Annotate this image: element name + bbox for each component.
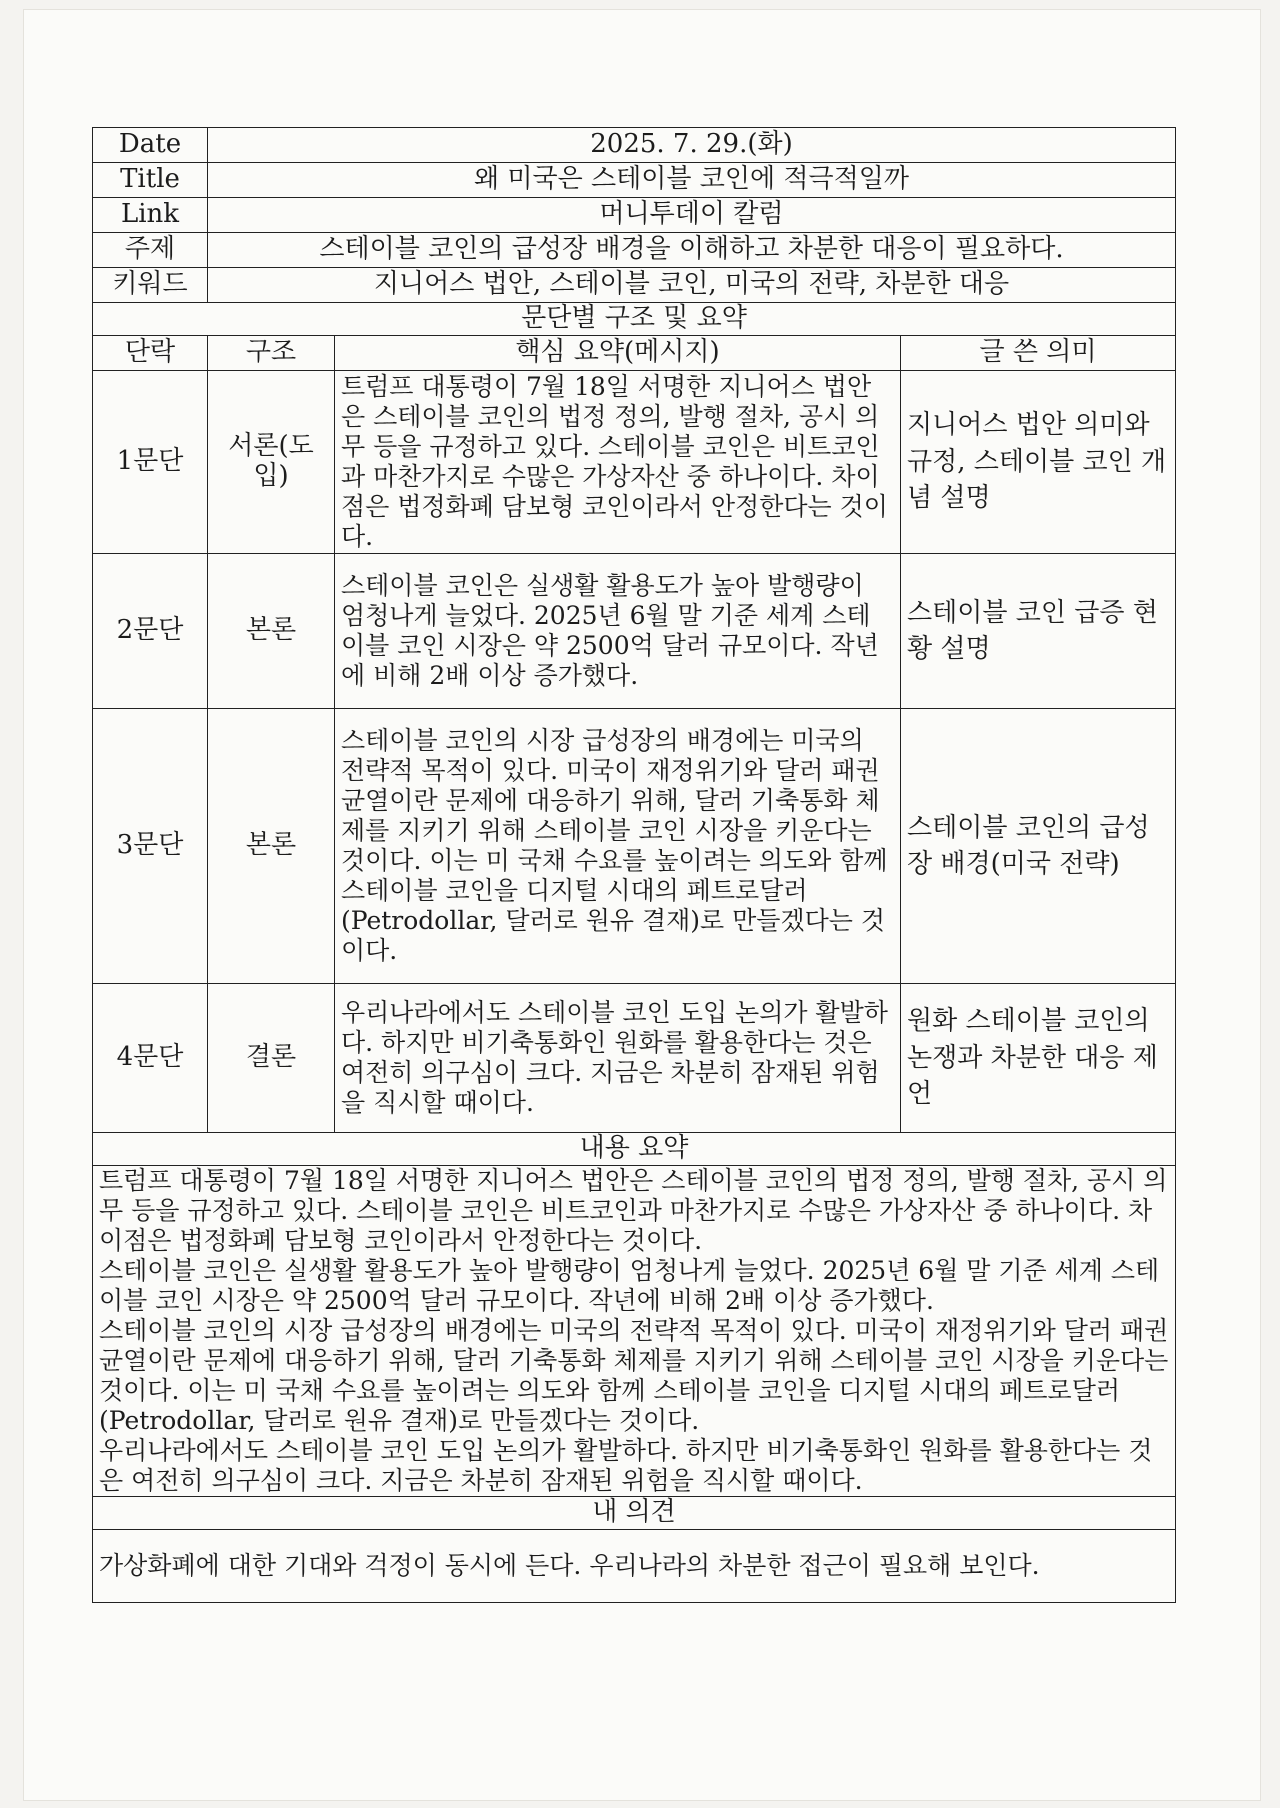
content-summary-paragraph: 우리나라에서도 스테이블 코인 도입 논의가 활발하다. 하지만 비기축통화인 원화를 활용한다는 것은 여전히 의구심이 크다. 지금은 차분히 잠재된 위험을 직시할 때이다. [99,1436,1153,1495]
paragraph-structure: 본론 [208,554,335,709]
opinion-title: 내 의견 [93,1497,1176,1530]
paragraph-row-4 [93,984,1176,1133]
date-label: Date [93,128,208,163]
column-header-summary: 핵심 요약(메시지) [335,336,901,371]
date-row [93,128,1176,163]
title-label: Title [93,163,208,198]
paragraph-number: 2문단 [93,554,208,709]
topic-label: 주제 [93,233,208,268]
column-header-paragraph: 단락 [93,336,208,371]
opinion-text: 가상화폐에 대한 기대와 걱정이 동시에 든다. 우리나라의 차분한 접근이 필요해 보인다. [93,1530,1176,1603]
content-summary-paragraph: 스테이블 코인은 실생활 활용도가 높아 발행량이 엄청나게 늘었다. 2025년 6월 말 기준 세계 스테이블 코인 시장은 약 2500억 달러 규모이다. 작년에 비해 2배 이상 증가했다. [99,1256,1160,1315]
paragraph-summary: 스테이블 코인의 시장 급성장의 배경에는 미국의 전략적 목적이 있다. 미국이 재정위기와 달러 패권 균열이란 문제에 대응하기 위해, 달러 기축통화 체제를 지키기 위해 스테이블 코인 시장을 키운다는 것이다. 이는 미 국채 수요를 높이려는 의도와 함께 스테이블 코인을 디지털 시대의 페트로달러(Petrodollar, 달러로 원유 결재)로 만들겠다는 것이다. [335,709,901,984]
paragraph-row-1 [93,371,1176,554]
date-value: 2025. 7. 29.(화) [208,128,1176,163]
paragraph-row-2 [93,554,1176,709]
paragraph-structure: 본론 [208,709,335,984]
keyword-row [93,268,1176,303]
paragraph-number: 1문단 [93,371,208,554]
title-value: 왜 미국은 스테이블 코인에 적극적일까 [208,163,1176,198]
paragraph-meaning: 지니어스 법안 의미와 규정, 스테이블 코인 개념 설명 [901,371,1176,554]
link-row [93,198,1176,233]
paragraph-number: 3문단 [93,709,208,984]
paragraph-structure: 결론 [208,984,335,1133]
paragraph-meaning: 원화 스테이블 코인의 논쟁과 차분한 대응 제언 [901,984,1176,1133]
paragraph-summary: 트럼프 대통령이 7월 18일 서명한 지니어스 법안은 스테이블 코인의 법정 정의, 발행 절차, 공시 의무 등을 규정하고 있다. 스테이블 코인은 비트코인과 마찬가지로 수많은 가상자산 중 하나이다. 차이점은 법정화폐 담보형 코인이라서 안정한다는 것이다. [335,371,901,554]
paragraph-summary: 스테이블 코인은 실생활 활용도가 높아 발행량이 엄청나게 늘었다. 2025년 6월 말 기준 세계 스테이블 코인 시장은 약 2500억 달러 규모이다. 작년에 비해 2배 이상 증가했다. [335,554,901,709]
paragraph-summary: 우리나라에서도 스테이블 코인 도입 논의가 활발하다. 하지만 비기축통화인 원화를 활용한다는 것은 여전히 의구심이 크다. 지금은 차분히 잠재된 위험을 직시할 때이다. [335,984,901,1133]
paragraph-meaning: 스테이블 코인의 급성장 배경(미국 전략) [901,709,1176,984]
content-summary-body [93,1166,1176,1497]
keyword-value: 지니어스 법안, 스테이블 코인, 미국의 전략, 차분한 대응 [208,268,1176,303]
paragraph-row-3 [93,709,1176,984]
title-row [93,163,1176,198]
topic-row [93,233,1176,268]
opinion-title-row [93,1497,1176,1530]
link-label: Link [93,198,208,233]
content-summary-title: 내용 요약 [93,1133,1176,1166]
content-summary-paragraph: 스테이블 코인의 시장 급성장의 배경에는 미국의 전략적 목적이 있다. 미국이 재정위기와 달러 패권 균열이란 문제에 대응하기 위해, 달러 기축통화 체제를 지키기 위해 스테이블 코인 시장을 키운다는 것이다. 이는 미 국채 수요를 높이려는 의도와 함께 스테이블 코인을 디지털 시대의 페트로달러(Petrodollar, 달러로 원유 결재)로 만들겠다는 것이다. [99,1316,1169,1435]
structure-section-row [93,303,1176,336]
paragraph-structure: 서론(도입) [208,371,335,554]
topic-value: 스테이블 코인의 급성장 배경을 이해하고 차분한 대응이 필요하다. [208,233,1176,268]
content-summary-title-row [93,1133,1176,1166]
structure-header-row [93,336,1176,371]
opinion-row [93,1530,1176,1603]
content-summary-paragraph: 트럼프 대통령이 7월 18일 서명한 지니어스 법안은 스테이블 코인의 법정 정의, 발행 절차, 공시 의무 등을 규정하고 있다. 스테이블 코인은 비트코인과 마찬가지로 수많은 가상자산 중 하나이다. 차이점은 법정화폐 담보형 코인이라서 안정한다는 것이다. [99,1166,1168,1255]
column-header-structure: 구조 [208,336,335,371]
structure-section-title: 문단별 구조 및 요약 [93,303,1176,336]
column-header-meaning: 글 쓴 의미 [901,336,1176,371]
reading-report-table [92,127,1176,1603]
content-summary-row [93,1166,1176,1497]
link-value: 머니투데이 칼럼 [208,198,1176,233]
paragraph-meaning: 스테이블 코인 급증 현황 설명 [901,554,1176,709]
keyword-label: 키워드 [93,268,208,303]
paragraph-number: 4문단 [93,984,208,1133]
